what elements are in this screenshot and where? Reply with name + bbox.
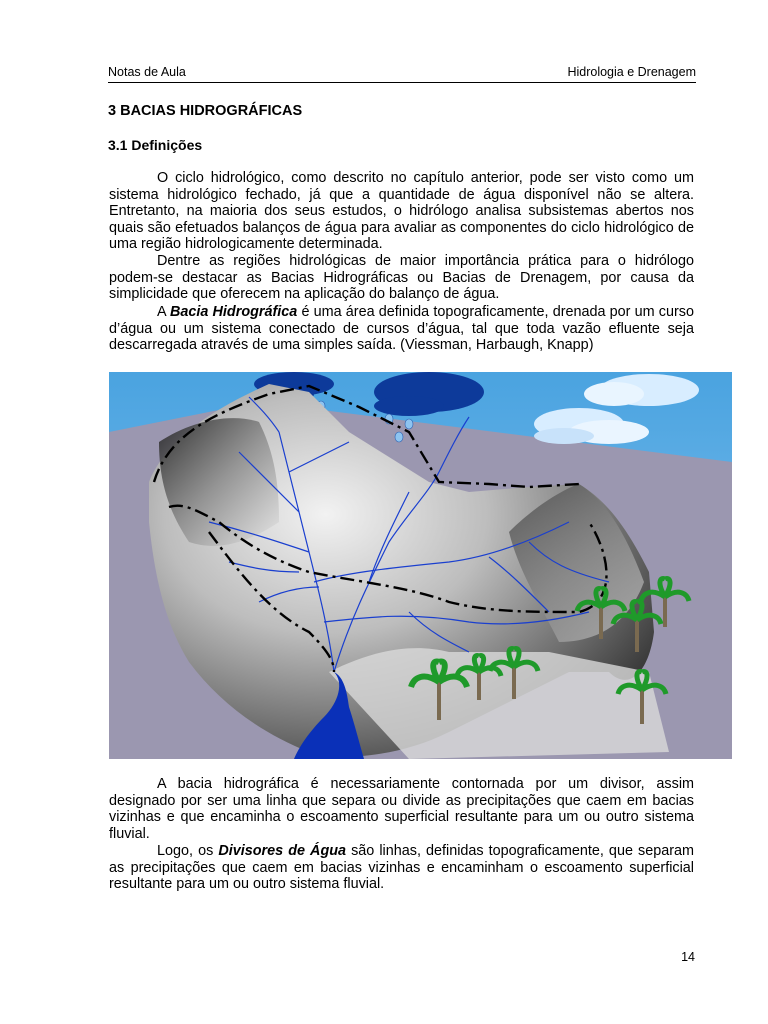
watershed-drawing — [109, 372, 732, 759]
paragraph-1: O ciclo hidrológico, como descrito no capítulo anterior, pode ser visto como um sistema hidrológico fechado, já que a quantidade de água disponível não se altera. Entretanto, na maioria dos seus estudos, o hidrólogo analisa subsistemas abertos nos quais são efetuados balanços de água para avaliar as componentes do ciclo hidrológico de uma região hidrologicamente determinada. — [109, 170, 694, 253]
term-bacia-hidrografica: Bacia Hidrográfica — [169, 304, 298, 320]
header-subject-title: Hidrologia e Drenagem — [567, 65, 696, 79]
paragraph-3-rest: é uma área definida topograficamente, drenada por um curso d’água ou um sistema conectado de cursos d’água, tal que toda vazão efluente seja descarregada através de uma simples saída. (Viessman, Harbaugh, Knapp) — [109, 304, 694, 354]
header-course-title: Notas de Aula — [108, 65, 186, 79]
section-title: 3 BACIAS HIDROGRÁFICAS — [108, 103, 303, 119]
term-divisores-de-agua: Divisores de Água — [218, 843, 347, 859]
paragraph-3-prefix: A — [157, 304, 170, 320]
watershed-illustration — [109, 372, 732, 759]
page-header — [108, 64, 696, 83]
subsection-title: 3.1 Definições — [108, 137, 203, 153]
paragraph-5 — [109, 843, 694, 893]
paragraph-3 — [109, 304, 694, 354]
page-number: 14 — [681, 950, 695, 964]
paragraph-2: Dentre as regiões hidrológicas de maior importância prática para o hidrólogo podem-se destacar as Bacias Hidrográficas ou Bacias de Drenagem, por causa da simplicidade que oferecem na aplicação do balanço de água. — [109, 253, 694, 303]
paragraph-4: A bacia hidrográfica é necessariamente contornada por um divisor, assim designado por ser uma linha que separa ou divide as precipitações que caem em bacias vizinhas e que encaminha o escoamento superficial resultante para um ou outro sistema fluvial. — [109, 776, 694, 842]
paragraph-5-prefix: Logo, os — [157, 843, 219, 859]
paragraph-5-rest: são linhas, definidas topograficamente, que separam as precipitações que caem em bacias vizinhas e encaminham o escoamento superficial resultante para um ou outro sistema fluvial. — [109, 843, 694, 893]
